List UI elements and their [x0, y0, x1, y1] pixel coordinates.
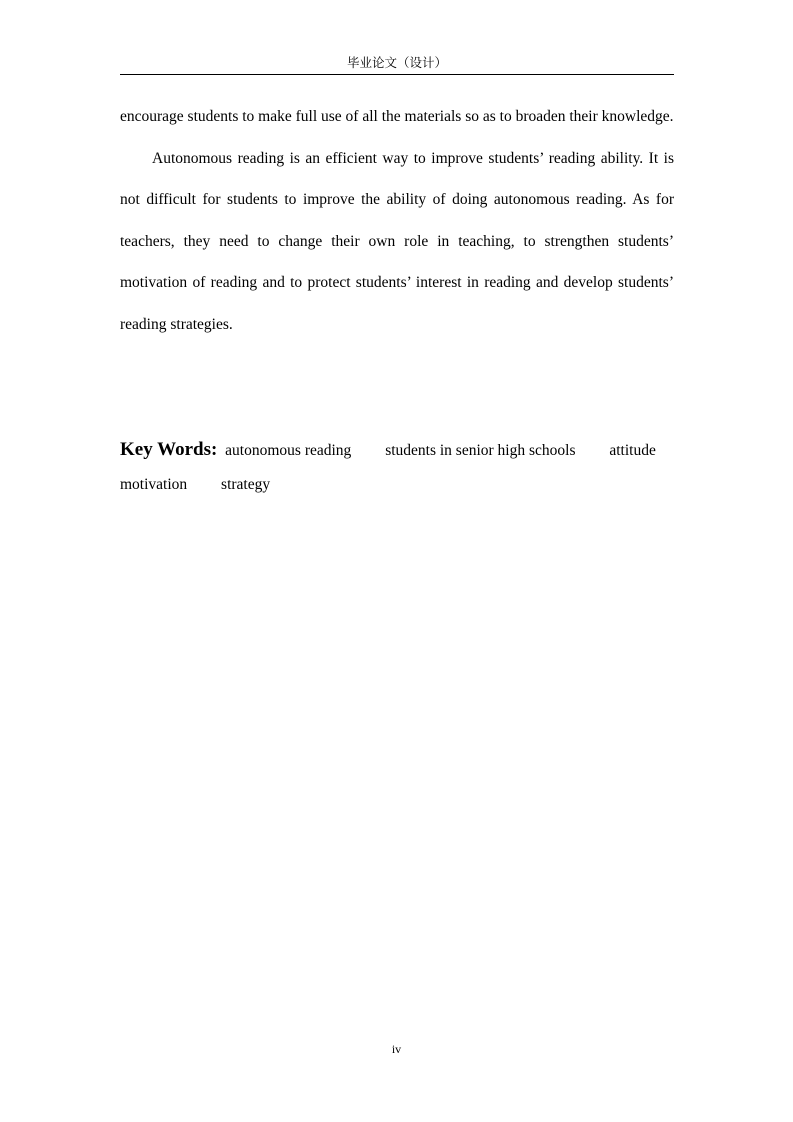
abstract-body [120, 96, 674, 346]
page-number: iv [391, 1042, 402, 1056]
keyword-term: motivation [120, 476, 188, 493]
keywords-label: Key Words: [120, 439, 218, 460]
keyword-term: attitude [609, 442, 656, 459]
paragraph-summary: Autonomous reading is an efficient way to improve students’ reading ability. It is not difficult for students to improve the ability of doing autonomous reading. As for teachers, they need to change their own role in teaching, to strengthen students’ motivation of reading and to protect students’ interest in reading and develop students’ reading strategies. [120, 149, 674, 333]
page-header [120, 54, 674, 75]
keyword-term: students in senior high schools [385, 442, 576, 459]
keyword-term: autonomous reading [225, 442, 352, 459]
header-title: 毕业论文（设计） [346, 56, 447, 70]
paragraph-continuation: encourage students to make full use of all the materials so as to broaden their knowledge. [120, 108, 674, 125]
keywords-section [120, 436, 680, 498]
keyword-term: strategy [221, 476, 271, 493]
